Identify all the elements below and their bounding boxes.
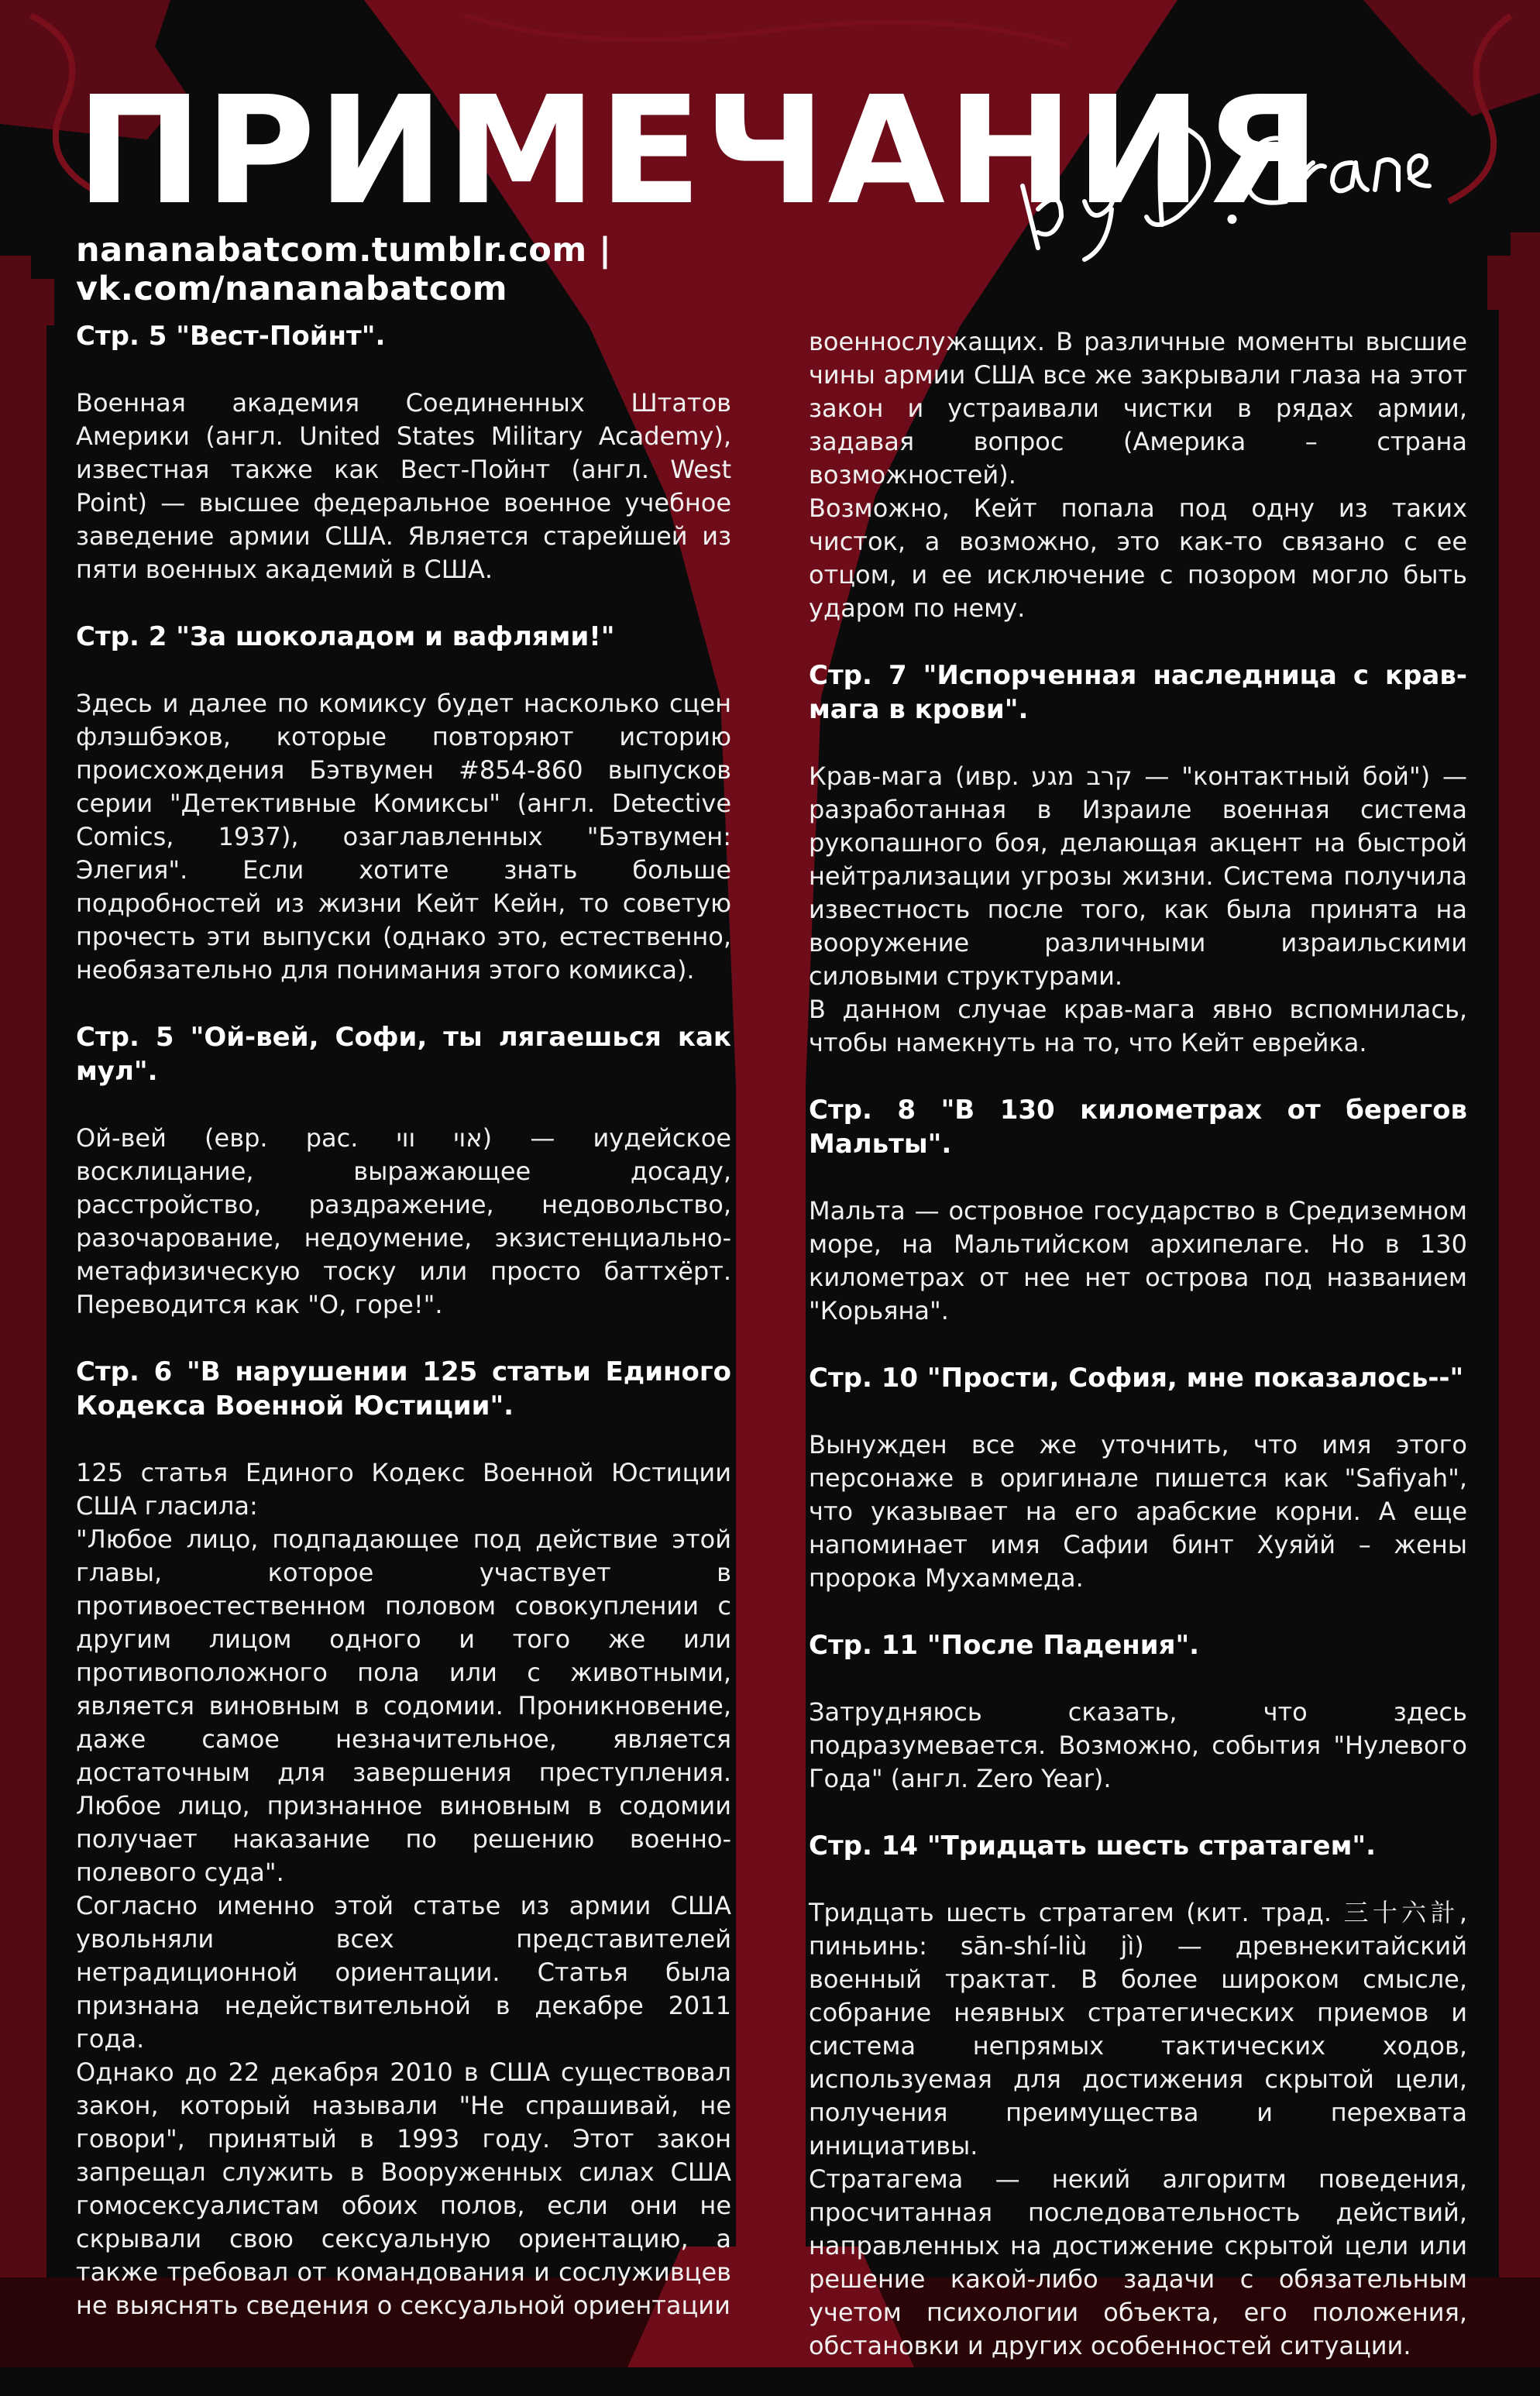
note-paragraph: 125 статья Единого Кодекс Военной Юстиции США гласила: — [76, 1458, 731, 1521]
note-paragraph: военнослужащих. В различные моменты высшие чины армии США все же закрывали глаза на этот закон и устраивали чистки в рядах армии, задавая вопрос (Америка – страна возможностей). — [809, 327, 1467, 490]
note-heading: Стр. 2 "За шоколадом и вафлями!" — [76, 621, 615, 652]
note-heading: Стр. 5 "Вест-Пойнт". — [76, 321, 386, 352]
note-paragraph: Крав-мага (ивр. קרב מגע — "контактный бой") — разработанная в Израиле военная система рукопашного боя, делающая акцент на быстрой нейтрализации угрозы жизни. Система получила известность после того, как была принята на вооружение различными израильскими силовыми структурами. — [809, 761, 1468, 991]
note-section — [76, 620, 731, 987]
note-paragraph: Стратагема — некий алгоритм поведения, просчитанная последовательность действий, направленных на достижение скрытой цели или решение какой-либо задачи с обязательным учетом психологии объекта, его положения, обстановки и других особенностей ситуации. — [809, 2164, 1467, 2360]
note-paragraph: Вынужден все же уточнить, что имя этого персонаже в оригинале пишется как "Safiyah", что указывает на его арабские корни. А еще напоминает имя Сафии бинт Хуяйй – жены пророка Мухаммеда. — [809, 1430, 1467, 1593]
note-heading: Стр. 8 "В 130 километрах от берегов Мальты". — [809, 1095, 1467, 1160]
signature-strokes — [1023, 124, 1429, 260]
note-heading: Стр. 5 "Ой-вей, Софи, ты лягаешься как мул". — [76, 1022, 731, 1087]
note-paragraph: Ой-вей (евр. рас. אוי ווי) — иудейское восклицание, выражающее досаду, расстройство, раздражение, недовольство, разочарование, недоумение, экзистенциально-метафизическую тоску или просто баттхёрт. Переводится как "О, горе!". — [76, 1123, 732, 1319]
note-paragraph: Мальта — островное государство в Средиземном море, на Мальтийском архипелаге. Но в 130 километрах от нее нет острова под названием "Корьяна". — [809, 1196, 1467, 1325]
note-paragraph: Возможно, Кейт попала под одну из таких чисток, а возможно, это как-то связано с ее отцом, и ее исключение с позором могло быть ударом по нему. — [809, 493, 1467, 623]
note-paragraph: Согласно именно этой статье из армии США увольняли всех представителей нетрадиционной ориентации. Статья была признана недействительной в декабре 2011 года. — [76, 1891, 731, 2054]
note-section — [809, 1829, 1467, 2363]
note-section — [809, 1093, 1467, 1328]
note-section — [76, 1355, 731, 2322]
note-section — [809, 1361, 1467, 1595]
page-header — [76, 65, 1322, 308]
note-heading: Стр. 10 "Прости, София, мне показалось--" — [809, 1363, 1464, 1394]
right-column — [809, 325, 1467, 2396]
note-paragraph: "Любое лицо, подпадающее под действие этой главы, которое участвует в противоестественном половом совокуплении с другим лицом одного и того же или противоположного пола или с животными, является виновным в содомии. Проникновение, даже самое незначительное, является достаточным для завершения преступления. Любое лицо, признанное виновным в содомии получает наказание по решению военно-полевого суда". — [76, 1525, 731, 1887]
note-paragraph: Военная академия Соединенных Штатов Америки (англ. United States Military Academy), известная также как Вест-Пойнт (англ. West Point) — высшее федеральное военное учебное заведение армии США. Является старейшей из пяти военных академий в США. — [76, 388, 731, 584]
note-heading: Стр. 6 "В нарушении 125 статьи Единого Кодекса Военной Юстиции". — [76, 1356, 731, 1421]
note-section — [809, 658, 1467, 1060]
note-section — [809, 325, 1467, 625]
site-links: nananabatcom.tumblr.com | vk.com/nananabatcom — [76, 231, 612, 308]
left-red-side — [0, 256, 54, 2367]
author-signature — [1007, 85, 1441, 263]
note-paragraph: В данном случае крав-мага явно вспомнилась, чтобы намекнуть на то, что Кейт еврейка. — [809, 995, 1467, 1057]
note-section — [809, 1628, 1467, 1796]
note-paragraph: Тридцать шесть стратагем (кит. трад. 三十六計, пиньинь: sān-shí-liù jì) — древнекитайский военный трактат. В более широком смысле, собрание неявных стратегических приемов и система непрямых тактических ходов, используемая для достижения скрытой цели, получения преимущества и перехвата инициативы. — [809, 1898, 1467, 2161]
note-section — [76, 319, 731, 586]
note-heading: Стр. 7 "Испорченная наследница с крав-мага в крови". — [809, 660, 1467, 725]
note-paragraph: Однако до 22 декабря 2010 в США существовал закон, который называли "Не спрашивай, не говори", принятый в 1993 году. Этот закон запрещал служить в Вооруженных силах США гомосексуалистам обоих полов, если они не скрывали свою сексуальную ориентацию, а также требовал от командования и сослуживцев не выяснять сведения о сексуальной ориентации — [76, 2057, 731, 2320]
note-heading: Стр. 14 "Тридцать шесть стратагем". — [809, 1831, 1377, 1861]
note-paragraph: Затрудняюсь сказать, что здесь подразумевается. Возможно, события "Нулевого Года" (англ. Zero Year). — [809, 1697, 1467, 1793]
left-column — [76, 319, 731, 2356]
note-section — [76, 1020, 731, 1322]
page-title: ПРИМЕЧАНИЯ — [76, 65, 1322, 238]
note-heading: Стр. 11 "После Падения". — [809, 1630, 1200, 1661]
note-paragraph: Здесь и далее по комиксу будет насколько сцен флэшбэков, которые повторяют историю происхождения Бэтвумен #854-860 выпусков серии "Детективные Комиксы" (англ. Detective Comics, 1937), озаглавленных "Бэтвумен: Элегия". Если хотите знать больше подробностей из жизни Кейт Кейн, то советую прочесть эти выпуски (однако это, естественно, необязательно для понимания этого комикса). — [76, 689, 731, 985]
